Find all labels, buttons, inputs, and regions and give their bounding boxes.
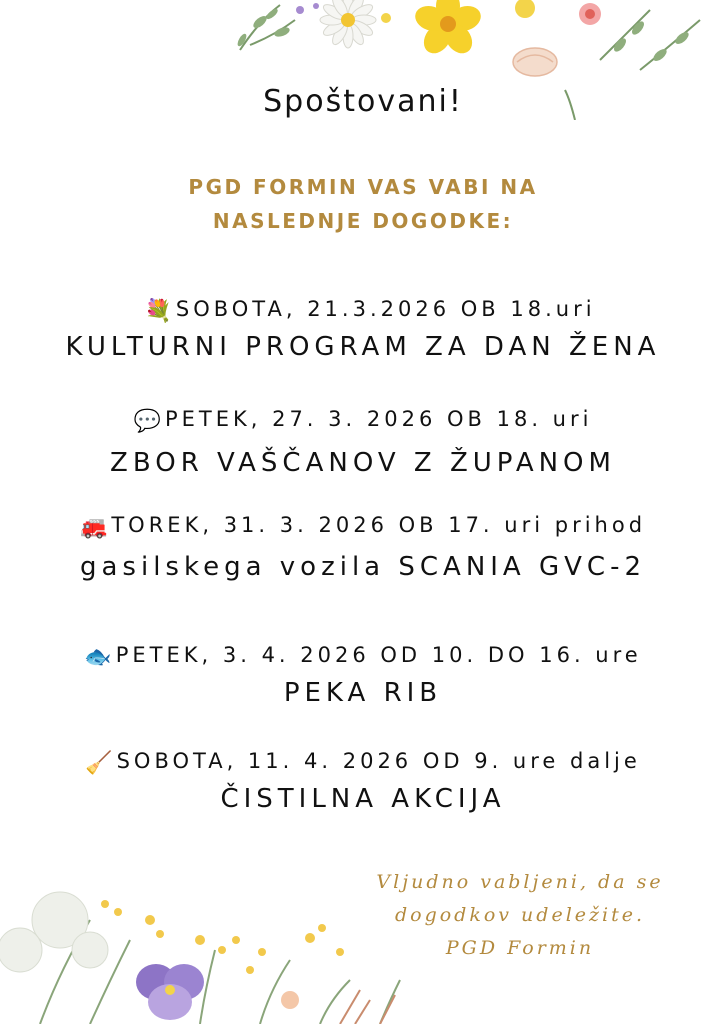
greeting-heading: Spoštovani! xyxy=(263,84,463,119)
event-title: PEKA RIB xyxy=(283,678,443,708)
event-date: SOBOTA, 11. 4. 2026 OD 9. ure dalje xyxy=(116,749,641,773)
event-item-2 xyxy=(0,404,726,481)
event-title: KULTURNI PROGRAM ZA DAN ŽENA xyxy=(65,332,661,362)
bouquet-icon: 💐 xyxy=(144,299,172,324)
event-item-1 xyxy=(0,294,726,365)
event-date: PETEK, 27. 3. 2026 OB 18. uri xyxy=(164,407,593,431)
fire-engine-icon: 🚒 xyxy=(79,515,108,540)
signature: PGD Formin xyxy=(445,937,595,959)
speech-bubble-icon: 💬 xyxy=(133,409,161,434)
floral-decoration-bottom xyxy=(0,880,420,1024)
event-item-5 xyxy=(0,746,726,817)
event-title: gasilskega vozila SCANIA GVC-2 xyxy=(79,552,646,582)
broom-icon: 🧹 xyxy=(85,751,113,776)
event-item-4 xyxy=(0,640,726,711)
event-item-3 xyxy=(0,510,726,585)
invitation-heading-line-2: NASLEDNJE DOGODKE: xyxy=(212,209,514,233)
event-title: ZBOR VAŠČANOV Z ŽUPANOM xyxy=(110,448,616,478)
invitation-heading xyxy=(0,170,726,238)
event-title: ČISTILNA AKCIJA xyxy=(220,784,506,814)
closing-message-line-1: Vljudno vabljeni, da se xyxy=(376,871,664,893)
fish-icon: 🐟 xyxy=(84,645,112,670)
invitation-heading-line-1: PGD FORMIN VAS VABI NA xyxy=(188,175,538,199)
closing-message-line-2: dogodkov udeležite. xyxy=(394,904,646,926)
event-date: SOBOTA, 21.3.2026 OB 18.uri xyxy=(175,297,596,321)
event-date: TOREK, 31. 3. 2026 OB 17. uri prihod xyxy=(111,513,647,537)
event-date: PETEK, 3. 4. 2026 OD 10. DO 16. ure xyxy=(115,643,642,667)
